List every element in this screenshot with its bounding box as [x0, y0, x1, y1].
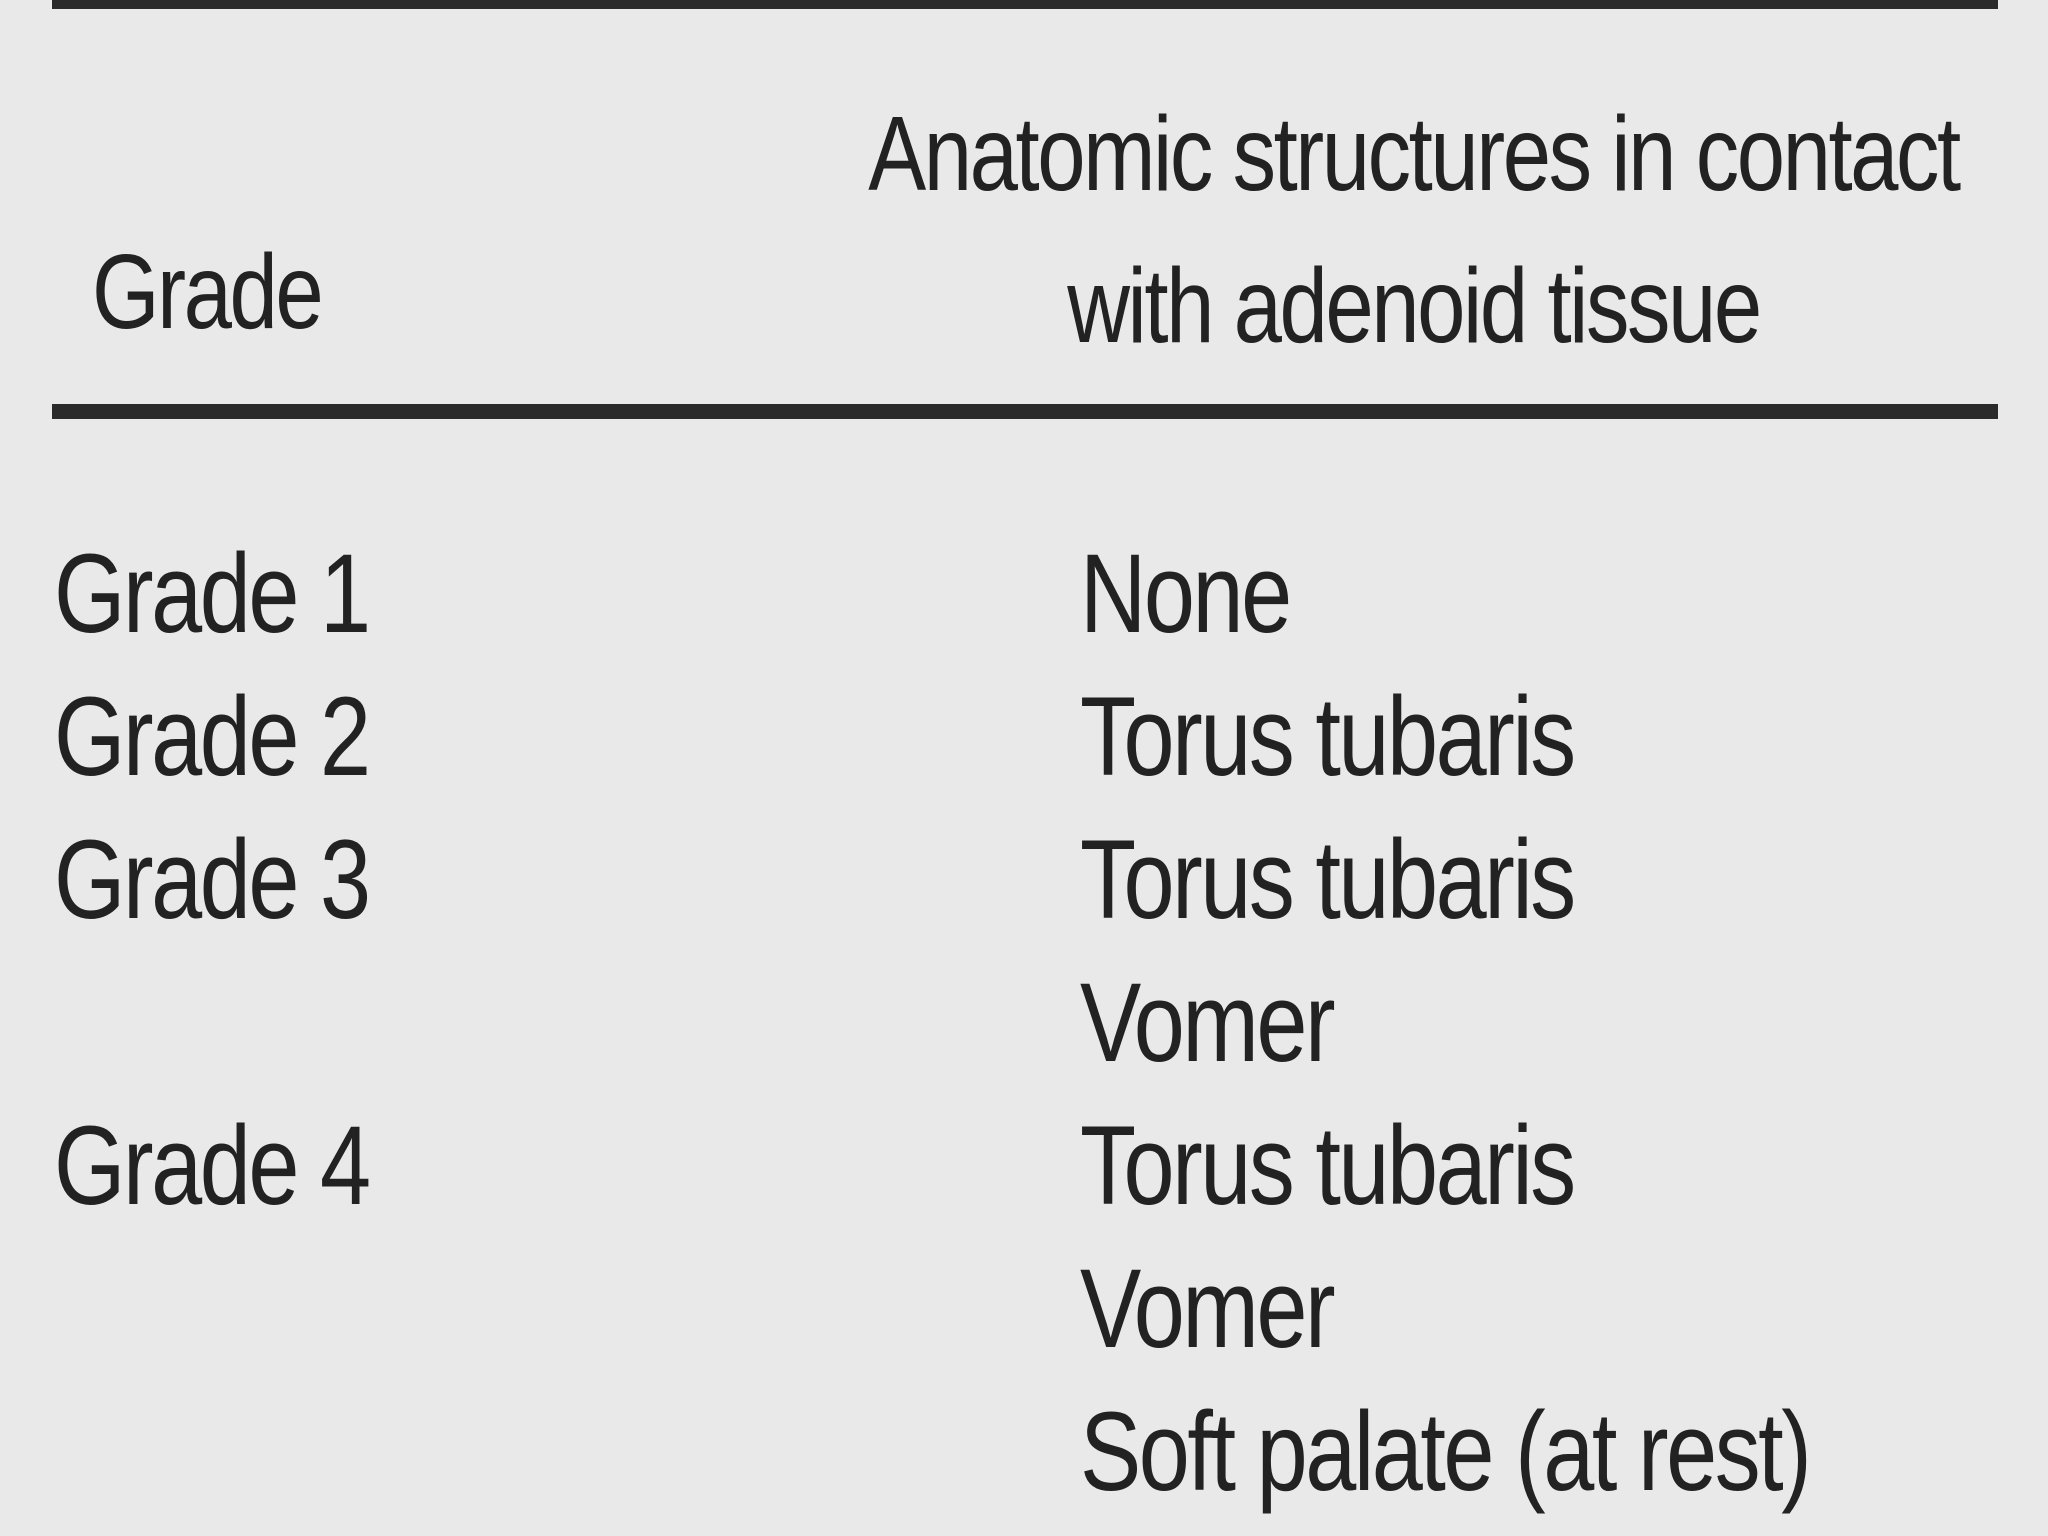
structure-item: Torus tubaris [1080, 817, 1574, 942]
grade-cell: Grade 4 [54, 1103, 369, 1228]
structure-item: Vomer [1080, 960, 1334, 1085]
header-anatomic-structures-line-1: Anatomic structures in contact [868, 95, 1959, 213]
structures-cell [1080, 522, 1874, 665]
table-row [0, 808, 2048, 1094]
table-header-rule [52, 404, 1998, 419]
structure-item: Torus tubaris [1080, 674, 1574, 799]
table-row [0, 665, 2048, 808]
table-row [0, 1094, 2048, 1523]
table-top-rule [52, 0, 1998, 9]
header-grade: Grade [92, 233, 322, 351]
table-body [0, 522, 2048, 1523]
grade-cell: Grade 3 [54, 817, 369, 942]
header-anatomic-structures-line-2: with adenoid tissue [1067, 247, 1760, 365]
structure-item: Torus tubaris [1080, 1103, 1574, 1228]
structures-cell [1080, 1094, 1874, 1523]
structure-item: None [1080, 531, 1290, 656]
table-row [0, 522, 2048, 665]
structures-cell [1080, 808, 1874, 1094]
header-anatomic-structures [860, 78, 1967, 382]
structures-cell [1080, 665, 1874, 808]
structure-item: Vomer [1080, 1246, 1334, 1371]
grade-cell: Grade 2 [54, 674, 369, 799]
grade-cell: Grade 1 [54, 531, 369, 656]
structure-item: Soft palate (at rest) [1080, 1389, 1810, 1514]
